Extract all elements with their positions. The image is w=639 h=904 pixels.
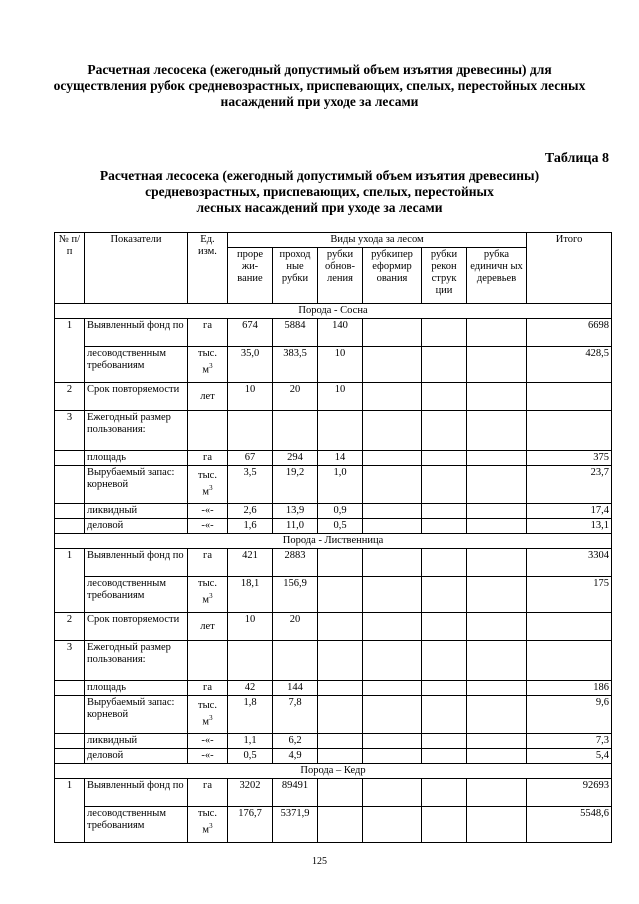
table-body xyxy=(55,233,612,843)
header-unit: Ед. изм. xyxy=(188,233,228,304)
unit-m: м xyxy=(202,486,210,498)
unit-thous: тыс. xyxy=(198,470,217,482)
value-cell xyxy=(422,347,467,383)
value-cell xyxy=(318,613,363,641)
value-cell: 421 xyxy=(228,549,273,577)
unit-thous: тыс. xyxy=(198,348,217,359)
header-col-thinning: проре жи- вание xyxy=(228,248,273,304)
indicator-cell: Срок повторяемости xyxy=(85,613,188,641)
value-cell: 42 xyxy=(228,681,273,696)
value-cell xyxy=(363,383,422,411)
value-cell: 0,5 xyxy=(228,749,273,764)
total-cell: 375 xyxy=(527,451,612,466)
unit-exp: 3 xyxy=(209,592,213,600)
value-cell: 7,8 xyxy=(273,696,318,734)
unit-cell xyxy=(188,807,228,843)
value-cell xyxy=(422,519,467,534)
value-cell: 2,6 xyxy=(228,504,273,519)
table-row xyxy=(55,319,612,347)
value-cell xyxy=(318,749,363,764)
unit-cell: -«- xyxy=(188,734,228,749)
total-cell: 17,4 xyxy=(527,504,612,519)
header-col-passing: проход ные рубки xyxy=(273,248,318,304)
value-cell xyxy=(422,681,467,696)
header-row-1 xyxy=(55,233,612,248)
unit-exp: 3 xyxy=(209,822,213,830)
value-cell: 10 xyxy=(318,347,363,383)
total-cell: 13,1 xyxy=(527,519,612,534)
unit-cell: -«- xyxy=(188,519,228,534)
total-cell: 175 xyxy=(527,577,612,613)
empty-cell xyxy=(363,411,422,451)
value-cell: 4,9 xyxy=(273,749,318,764)
value-cell xyxy=(467,696,527,734)
unit-exp: 3 xyxy=(209,484,213,493)
value-cell: 19,2 xyxy=(273,466,318,504)
value-cell xyxy=(467,807,527,843)
value-cell xyxy=(363,749,422,764)
empty-cell xyxy=(318,641,363,681)
unit-m: м xyxy=(202,364,210,376)
header-col-reformation: рубкипер еформир ования xyxy=(363,248,422,304)
value-cell: 13,9 xyxy=(273,504,318,519)
value-cell xyxy=(318,577,363,613)
total-cell: 3304 xyxy=(527,549,612,577)
value-cell xyxy=(467,504,527,519)
caption-line-2: средневозрастных, приспевающих, спелых, перестойных xyxy=(145,184,494,199)
indicator-cell: ликвидный xyxy=(85,734,188,749)
empty-cell xyxy=(318,411,363,451)
table-row xyxy=(55,549,612,577)
unit-m: м xyxy=(202,716,210,728)
table-row xyxy=(55,807,612,843)
indicator-cell: Ежегодный размер пользования: xyxy=(85,641,188,681)
total-cell: 92693 xyxy=(527,779,612,807)
table-row xyxy=(55,577,612,613)
value-cell xyxy=(467,681,527,696)
total-cell: 428,5 xyxy=(527,347,612,383)
value-cell xyxy=(363,681,422,696)
total-cell: 186 xyxy=(527,681,612,696)
breed-name: Порода – Кедр xyxy=(55,764,612,779)
unit-cell xyxy=(188,411,228,451)
value-cell: 89491 xyxy=(273,779,318,807)
value-cell xyxy=(363,504,422,519)
unit-cell: -«- xyxy=(188,504,228,519)
value-cell xyxy=(422,466,467,504)
unit-cell: -«- xyxy=(188,749,228,764)
unit-cell xyxy=(188,466,228,504)
table-row xyxy=(55,411,612,451)
value-cell xyxy=(363,549,422,577)
value-cell xyxy=(422,779,467,807)
value-cell xyxy=(422,613,467,641)
value-cell xyxy=(318,734,363,749)
caption-line-1: Расчетная лесосека (ежегодный допустимый объем изъятия древесины) xyxy=(99,168,540,183)
cut-stock-label: Вырубаемый запас: xyxy=(87,697,175,708)
indicator-cell: Выявленный фонд по xyxy=(85,779,188,807)
unit-cell: га xyxy=(188,681,228,696)
value-cell: 176,7 xyxy=(228,807,273,843)
value-cell: 2883 xyxy=(273,549,318,577)
unit-cell xyxy=(188,641,228,681)
page-number: 125 xyxy=(312,856,327,867)
unit-cell: га xyxy=(188,779,228,807)
value-cell: 5884 xyxy=(273,319,318,347)
indicator-cell xyxy=(85,466,188,504)
row-num xyxy=(55,519,85,534)
empty-cell xyxy=(273,641,318,681)
table-row xyxy=(55,613,612,641)
table-row xyxy=(55,451,612,466)
value-cell: 3202 xyxy=(228,779,273,807)
empty-cell xyxy=(527,411,612,451)
value-cell xyxy=(318,549,363,577)
value-cell xyxy=(467,466,527,504)
row-num: 2 xyxy=(55,383,85,411)
breed-name: Порода - Лиственница xyxy=(55,534,612,549)
value-cell: 11,0 xyxy=(273,519,318,534)
value-cell xyxy=(467,383,527,411)
unit-cell: лет xyxy=(188,613,228,641)
value-cell: 0,5 xyxy=(318,519,363,534)
row-num: 2 xyxy=(55,613,85,641)
value-cell: 10 xyxy=(228,613,273,641)
value-cell: 156,9 xyxy=(273,577,318,613)
value-cell: 140 xyxy=(318,319,363,347)
value-cell: 6,2 xyxy=(273,734,318,749)
breed-name: Порода - Сосна xyxy=(55,304,612,319)
row-num xyxy=(55,696,85,734)
value-cell xyxy=(422,749,467,764)
value-cell xyxy=(422,451,467,466)
root-label: корневой xyxy=(87,709,129,720)
table-row xyxy=(55,779,612,807)
row-num xyxy=(55,734,85,749)
unit-cell xyxy=(188,347,228,383)
table-row xyxy=(55,641,612,681)
row-num xyxy=(55,681,85,696)
breed-row xyxy=(55,534,612,549)
header-total: Итого xyxy=(527,233,612,304)
value-cell xyxy=(467,749,527,764)
empty-cell xyxy=(273,411,318,451)
table-label: Таблица 8 xyxy=(544,151,609,166)
indicator-cell: лесоводственным требованиям xyxy=(85,807,188,843)
indicator-cell: площадь xyxy=(85,681,188,696)
value-cell: 674 xyxy=(228,319,273,347)
table-row xyxy=(55,734,612,749)
unit-thous: тыс. xyxy=(198,808,217,819)
total-cell: 6698 xyxy=(527,319,612,347)
empty-cell xyxy=(467,411,527,451)
row-num xyxy=(55,451,85,466)
unit-exp: 3 xyxy=(209,362,213,370)
indicator-cell: Выявленный фонд по xyxy=(85,549,188,577)
row-num xyxy=(55,466,85,504)
empty-cell xyxy=(228,411,273,451)
unit-cell: га xyxy=(188,451,228,466)
value-cell: 18,1 xyxy=(228,577,273,613)
unit-cell xyxy=(188,696,228,734)
indicator-cell: ликвидный xyxy=(85,504,188,519)
value-cell: 5371,9 xyxy=(273,807,318,843)
empty-cell xyxy=(228,641,273,681)
total-cell: 5548,6 xyxy=(527,807,612,843)
logging-table xyxy=(54,232,612,843)
empty-cell xyxy=(467,641,527,681)
value-cell: 14 xyxy=(318,451,363,466)
value-cell: 10 xyxy=(318,383,363,411)
value-cell xyxy=(363,451,422,466)
total-cell: 7,3 xyxy=(527,734,612,749)
total-cell: 23,7 xyxy=(527,466,612,504)
value-cell xyxy=(363,696,422,734)
value-cell xyxy=(422,504,467,519)
unit-cell: га xyxy=(188,549,228,577)
value-cell xyxy=(318,696,363,734)
header-col-renewal: рубки обнов- ления xyxy=(318,248,363,304)
value-cell xyxy=(363,779,422,807)
value-cell: 144 xyxy=(273,681,318,696)
value-cell xyxy=(363,319,422,347)
value-cell xyxy=(422,577,467,613)
breed-row xyxy=(55,304,612,319)
value-cell xyxy=(422,383,467,411)
value-cell: 1,0 xyxy=(318,466,363,504)
value-cell xyxy=(363,519,422,534)
value-cell: 35,0 xyxy=(228,347,273,383)
value-cell xyxy=(363,466,422,504)
table-row xyxy=(55,466,612,504)
header-indicator: Показатели xyxy=(85,233,188,304)
value-cell: 1,6 xyxy=(228,519,273,534)
row-num: 1 xyxy=(55,779,85,843)
value-cell xyxy=(422,734,467,749)
unit-cell: га xyxy=(188,319,228,347)
unit-m: м xyxy=(202,824,210,836)
table-row xyxy=(55,519,612,534)
value-cell: 1,8 xyxy=(228,696,273,734)
total-cell: 5,4 xyxy=(527,749,612,764)
value-cell xyxy=(363,577,422,613)
row-num xyxy=(55,504,85,519)
value-cell xyxy=(467,549,527,577)
indicator-cell: лесоводственным требованиям xyxy=(85,577,188,613)
value-cell: 20 xyxy=(273,383,318,411)
unit-exp: 3 xyxy=(209,714,213,723)
table-row xyxy=(55,383,612,411)
value-cell xyxy=(422,549,467,577)
value-cell: 0,9 xyxy=(318,504,363,519)
header-col-single-trees: рубка единичн ых деревьев xyxy=(467,248,527,304)
empty-cell xyxy=(422,411,467,451)
value-cell xyxy=(363,734,422,749)
total-cell xyxy=(527,613,612,641)
value-cell xyxy=(363,613,422,641)
row-num: 3 xyxy=(55,411,85,451)
value-cell: 3,5 xyxy=(228,466,273,504)
unit-cell xyxy=(188,577,228,613)
value-cell xyxy=(467,319,527,347)
value-cell xyxy=(318,779,363,807)
cut-stock-label: Вырубаемый запас: xyxy=(87,467,175,478)
value-cell xyxy=(467,519,527,534)
table-row xyxy=(55,504,612,519)
indicator-cell: деловой xyxy=(85,519,188,534)
value-cell xyxy=(363,347,422,383)
value-cell: 383,5 xyxy=(273,347,318,383)
value-cell: 10 xyxy=(228,383,273,411)
value-cell xyxy=(363,807,422,843)
empty-cell xyxy=(422,641,467,681)
table-row xyxy=(55,696,612,734)
table-row xyxy=(55,749,612,764)
row-num: 3 xyxy=(55,641,85,681)
unit-m: м xyxy=(202,594,210,606)
root-label: корневой xyxy=(87,479,129,490)
total-cell xyxy=(527,383,612,411)
indicator-cell xyxy=(85,696,188,734)
value-cell: 1,1 xyxy=(228,734,273,749)
value-cell xyxy=(467,451,527,466)
total-cell: 9,6 xyxy=(527,696,612,734)
value-cell: 294 xyxy=(273,451,318,466)
header-col-reconstruction: рубки рекон струк ции xyxy=(422,248,467,304)
table-row xyxy=(55,681,612,696)
value-cell xyxy=(467,577,527,613)
row-num: 1 xyxy=(55,319,85,383)
header-group: Виды ухода за лесом xyxy=(228,233,527,248)
unit-thous: тыс. xyxy=(198,578,217,589)
indicator-cell: лесоводственным требованиям xyxy=(85,347,188,383)
indicator-cell: деловой xyxy=(85,749,188,764)
unit-cell: лет xyxy=(188,383,228,411)
row-num xyxy=(55,749,85,764)
value-cell xyxy=(467,734,527,749)
indicator-cell: Ежегодный размер пользования: xyxy=(85,411,188,451)
value-cell xyxy=(318,807,363,843)
unit-thous: тыс. xyxy=(198,700,217,712)
value-cell xyxy=(467,347,527,383)
value-cell: 20 xyxy=(273,613,318,641)
value-cell xyxy=(422,807,467,843)
page-heading: Расчетная лесосека (ежегодный допустимый объем изъятия древесины) для осуществления рубок средневозрастных, приспевающих, спелых, перестойных лесных насаждений при уходе за лесами xyxy=(53,62,586,109)
row-num: 1 xyxy=(55,549,85,613)
value-cell: 67 xyxy=(228,451,273,466)
breed-row xyxy=(55,764,612,779)
empty-cell xyxy=(527,641,612,681)
caption-line-3: лесных насаждений при уходе за лесами xyxy=(196,200,443,215)
header-num: № п/п xyxy=(55,233,85,304)
indicator-cell: площадь xyxy=(85,451,188,466)
table-caption xyxy=(40,168,599,216)
value-cell xyxy=(422,696,467,734)
value-cell xyxy=(467,613,527,641)
indicator-cell: Срок повторяемости xyxy=(85,383,188,411)
indicator-cell: Выявленный фонд по xyxy=(85,319,188,347)
value-cell xyxy=(422,319,467,347)
empty-cell xyxy=(363,641,422,681)
value-cell xyxy=(318,681,363,696)
value-cell xyxy=(467,779,527,807)
table-row xyxy=(55,347,612,383)
